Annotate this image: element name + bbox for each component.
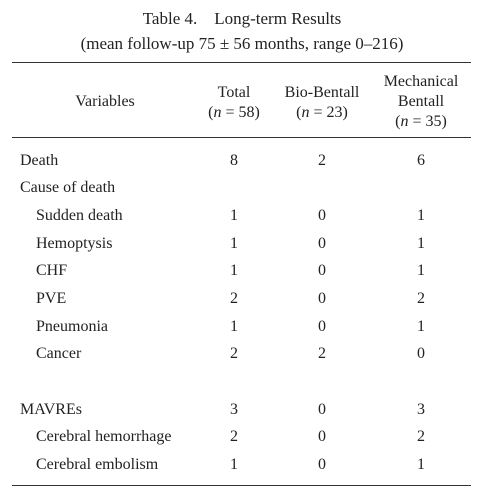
cell-bio-bentall: 0 (318, 428, 326, 445)
row-label: Cancer (36, 345, 82, 362)
row-label: Cause of death (20, 179, 116, 196)
cell-mechanical-bentall: 2 (417, 428, 425, 445)
top-rule (12, 62, 471, 63)
cell-mechanical-bentall: 6 (417, 152, 425, 169)
row-label: Cerebral embolism (36, 456, 159, 473)
cell-total: 2 (230, 290, 238, 307)
cell-total: 1 (230, 456, 238, 473)
table-subtitle: (mean follow-up 75 ± 56 months, range 0–216) (80, 34, 404, 53)
cell-total: 1 (230, 318, 238, 335)
table-row-pneumonia (0, 316, 484, 338)
header-bio-bentall (272, 83, 372, 123)
table-row-cerebral-hemorrhage (0, 426, 484, 448)
cell-bio-bentall: 0 (318, 456, 326, 473)
cell-bio-bentall: 0 (318, 235, 326, 252)
cell-bio-bentall: 2 (318, 152, 326, 169)
header-rule (12, 137, 471, 138)
header-bio-n: (n = 23) (296, 104, 348, 121)
header-mech-label-1: Mechanical (383, 73, 459, 90)
row-label: Sudden death (36, 207, 123, 224)
cell-bio-bentall: 0 (318, 207, 326, 224)
row-label: PVE (36, 290, 67, 307)
cell-bio-bentall: 0 (318, 318, 326, 335)
cell-mechanical-bentall: 2 (417, 290, 425, 307)
table-row-mavres (0, 399, 484, 421)
cell-mechanical-bentall: 1 (417, 318, 425, 335)
cell-mechanical-bentall: 1 (417, 456, 425, 473)
cell-total: 2 (230, 345, 238, 362)
table-row-death (0, 150, 484, 172)
table-row-chf (0, 260, 484, 282)
cell-bio-bentall: 2 (318, 345, 326, 362)
cell-total: 2 (230, 428, 238, 445)
row-label: Pneumonia (36, 318, 108, 335)
row-label: Hemoptysis (36, 235, 113, 252)
cell-mechanical-bentall: 1 (417, 235, 425, 252)
row-label: Death (20, 152, 59, 169)
cell-total: 1 (230, 207, 238, 224)
row-label: MAVREs (20, 401, 82, 418)
header-mech-n: (n = 35) (395, 113, 447, 130)
header-total (194, 83, 274, 123)
header-total-n: (n = 58) (208, 104, 260, 121)
cell-bio-bentall: 0 (318, 262, 326, 279)
cell-total: 3 (230, 401, 238, 418)
header-total-label: Total (217, 84, 251, 101)
table-row-cerebral-embolism (0, 454, 484, 476)
row-label: Cerebral hemorrhage (36, 428, 172, 445)
table-title: Table 4. Long-term Results (142, 9, 342, 28)
header-mechanical-bentall (370, 72, 472, 132)
cell-mechanical-bentall: 0 (417, 345, 425, 362)
cell-total: 1 (230, 235, 238, 252)
header-bio-label: Bio-Bentall (284, 84, 360, 101)
cell-mechanical-bentall: 1 (417, 207, 425, 224)
header-mech-label-2: Bentall (397, 93, 445, 110)
table-row-cause-of-death (0, 177, 484, 199)
table-row-hemoptysis (0, 233, 484, 255)
table-row-pve (0, 288, 484, 310)
table-row-sudden-death (0, 205, 484, 227)
table-row-cancer (0, 343, 484, 365)
header-variables: Variables (75, 93, 135, 110)
cell-mechanical-bentall: 3 (417, 401, 425, 418)
cell-bio-bentall: 0 (318, 290, 326, 307)
cell-bio-bentall: 0 (318, 401, 326, 418)
row-label: CHF (36, 262, 68, 279)
bottom-rule (12, 485, 471, 486)
cell-total: 8 (230, 152, 238, 169)
cell-mechanical-bentall: 1 (417, 262, 425, 279)
cell-total: 1 (230, 262, 238, 279)
